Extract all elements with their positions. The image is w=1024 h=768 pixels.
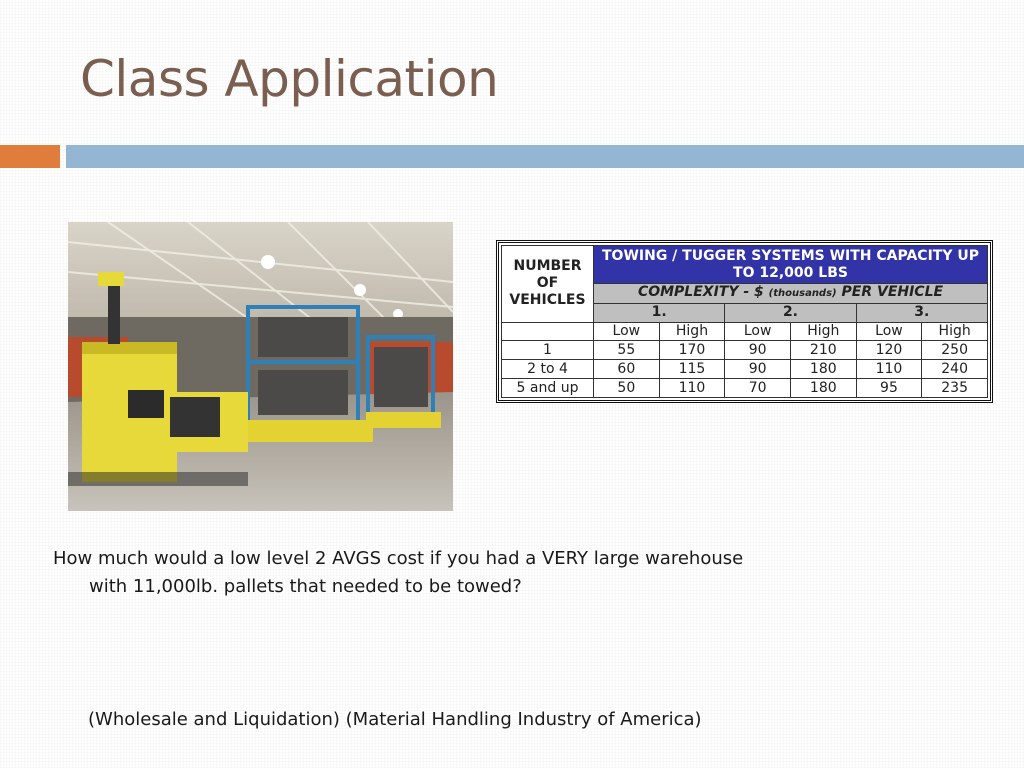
group-header: 1. — [594, 303, 725, 322]
table-cell: 180 — [790, 360, 856, 379]
complexity-header: COMPLEXITY - $ (thousands) PER VEHICLE — [594, 284, 988, 304]
table-cell: 120 — [856, 341, 922, 360]
sub-header: Low — [594, 322, 660, 341]
table-cell: 170 — [659, 341, 725, 360]
table-cell: 210 — [790, 341, 856, 360]
slide-title: Class Application — [80, 50, 499, 108]
question-text — [53, 545, 793, 601]
sub-header: Low — [725, 322, 791, 341]
table-cell: 235 — [922, 379, 988, 398]
table-cell: 250 — [922, 341, 988, 360]
row-label: 5 and up — [502, 379, 594, 398]
question-line-2: with 11,000lb. pallets that needed to be towed? — [89, 576, 522, 597]
accent-bar-orange — [0, 145, 60, 168]
sub-header: Low — [856, 322, 922, 341]
warehouse-tugger-photo — [68, 222, 453, 511]
table-cell: 60 — [594, 360, 660, 379]
pricing-table — [496, 240, 993, 403]
table-cell: 110 — [659, 379, 725, 398]
table-row — [502, 379, 988, 398]
row-label: 2 to 4 — [502, 360, 594, 379]
row-label: 1 — [502, 341, 594, 360]
question-line-1: How much would a low level 2 AVGS cost if you had a VERY large warehouse — [53, 548, 744, 569]
accent-bar-blue — [66, 145, 1024, 168]
sub-header: High — [659, 322, 725, 341]
table-cell: 95 — [856, 379, 922, 398]
table-cell: 70 — [725, 379, 791, 398]
corner-cell — [502, 322, 594, 341]
group-header: 2. — [725, 303, 856, 322]
group-header: 3. — [856, 303, 987, 322]
source-citation: (Wholesale and Liquidation) (Material Handling Industry of America) — [88, 709, 702, 730]
sub-header: High — [790, 322, 856, 341]
table-cell: 90 — [725, 360, 791, 379]
table-cell: 90 — [725, 341, 791, 360]
table-cell: 55 — [594, 341, 660, 360]
table-row — [502, 341, 988, 360]
sub-header: High — [922, 322, 988, 341]
row-header: NUMBER OF VEHICLES — [502, 246, 594, 323]
table-cell: 110 — [856, 360, 922, 379]
table-row — [502, 360, 988, 379]
table-cell: 180 — [790, 379, 856, 398]
table-cell: 115 — [659, 360, 725, 379]
table-cell: 50 — [594, 379, 660, 398]
table-main-header: TOWING / TUGGER SYSTEMS WITH CAPACITY UP TO 12,000 LBS — [594, 246, 988, 284]
table-cell: 240 — [922, 360, 988, 379]
